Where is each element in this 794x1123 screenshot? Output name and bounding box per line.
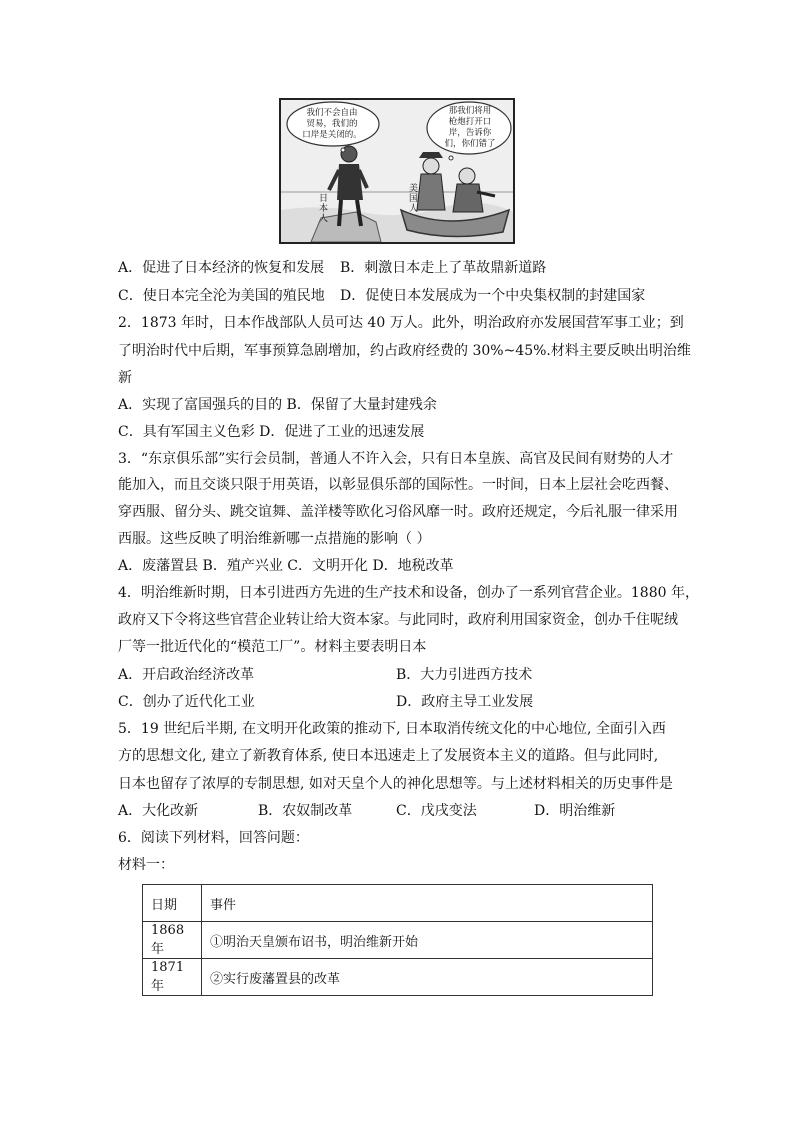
bubble-line: 口岸是关闭的。: [302, 130, 362, 140]
q3-stem-line: 穿西服、留分头、跳交谊舞、盖洋楼等欧化习俗风靡一时。政府还规定，今后礼服一律采用: [118, 504, 678, 520]
bubble-line: 贸易，我们的: [306, 119, 358, 129]
q6-material-label: 材料一：: [118, 857, 174, 873]
q5-stem-line: 方的思想文化, 建立了新教育体系, 使日本迅速走上了发展资本主义的道路。但与此同时,: [118, 748, 659, 764]
table-cell-date: 1868 年: [143, 922, 202, 959]
q5-option-c: C．戊戌变法: [396, 803, 477, 819]
q4-option-a: A．开启政治经济改革: [118, 667, 255, 683]
q1-option-d: D．促使日本发展成为一个中央集权制的封建国家: [340, 288, 646, 304]
q1-option-b: B．刺激日本走上了革故鼎新道路: [340, 260, 547, 276]
table-row: [143, 959, 653, 996]
political-cartoon: [279, 98, 515, 244]
bubble-line: 那我们将用: [448, 106, 492, 116]
q2-stem-line: 2．1873 年时，日本作战部队人员可达 40 万人。此外，明治政府亦发展国营军事工业；到: [118, 315, 684, 331]
table-cell-date: 1871 年: [143, 959, 202, 996]
label-japanese: 日本人: [319, 194, 329, 224]
bubble-line: 我们不会自由: [306, 108, 358, 118]
q3-stem-line: 3．“东京俱乐部”实行会员制，普通人不许入会，只有日本皇族、高官及民间有财势的人才: [118, 451, 674, 467]
bubble-line: 枪炮打开口: [448, 117, 492, 127]
q2-options-cd: C．具有军国主义色彩 D．促进了工业的迅速发展: [118, 424, 425, 440]
q1-option-c: C．使日本完全沦为美国的殖民地: [118, 288, 325, 304]
q4-option-b: B．大力引进西方技术: [396, 667, 533, 683]
q3-options: A．废藩置县 B．殖产兴业 C．文明开化 D．地税改革: [118, 558, 454, 574]
table-cell-event: ①明治天皇颁布诏书，明治维新开始: [202, 922, 653, 959]
q2-stem-line: 了明治时代中后期，军事预算急剧增加，约占政府经费的 30%~45%.材料主要反映出明治维: [118, 343, 691, 359]
q5-option-b: B．农奴制改革: [258, 803, 353, 819]
bubble-line: 们，你们错了: [444, 139, 496, 149]
events-table: [142, 884, 653, 996]
table-header-date: 日期: [143, 885, 202, 922]
bubble-line: 岸，告诉你: [448, 128, 492, 138]
q1-option-a: A．促进了日本经济的恢复和发展: [118, 260, 325, 276]
q5-stem-line: 5．19 世纪后半期, 在文明开化政策的推动下, 日本取消传统文化的中心地位, 全面引入西: [118, 721, 666, 737]
q6-prompt: 6．阅读下列材料，回答问题：: [118, 830, 309, 846]
q5-option-d: D．明治维新: [534, 803, 616, 819]
left-speech-bubble: [295, 108, 369, 141]
q2-options-ab: A．实现了富国强兵的目的 B．保留了大量封建残余: [118, 397, 437, 413]
table-header-row: [143, 885, 653, 922]
q4-stem-line: 政府又下令将这些官营企业转让给大资本家。与此同时，政府利用国家资金，创办千住呢绒: [118, 612, 678, 628]
q4-stem-line: 4．明治维新时期，日本引进西方先进的生产技术和设备，创办了一系列官营企业。1880 年，: [118, 585, 699, 601]
q3-stem-line: 能加入，而且交谈只限于用英语，以彰显俱乐部的国际性。一时间，日本上层社会吃西餐、: [118, 477, 678, 493]
table-row: [143, 922, 653, 959]
q4-option-d: D．政府主导工业发展: [396, 694, 534, 710]
q5-stem-line: 日本也留存了浓厚的专制思想, 如对天皇个人的神化思想等。与上述材料相关的历史事件是: [118, 776, 673, 792]
q4-stem-line: 厂等一批近代化的“模范工厂”。材料主要表明日本: [118, 639, 427, 655]
q3-stem-line: 西服。这些反映了明治维新哪一点措施的影响（ ）: [118, 531, 431, 547]
table-header-event: 事件: [202, 885, 653, 922]
label-american: 美国人: [409, 184, 419, 214]
right-speech-bubble: [435, 106, 505, 150]
q2-stem-line: 新: [118, 370, 132, 386]
table-cell-event: ②实行废藩置县的改革: [202, 959, 653, 996]
q5-option-a: A．大化改新: [118, 803, 199, 819]
q4-option-c: C．创办了近代化工业: [118, 694, 255, 710]
